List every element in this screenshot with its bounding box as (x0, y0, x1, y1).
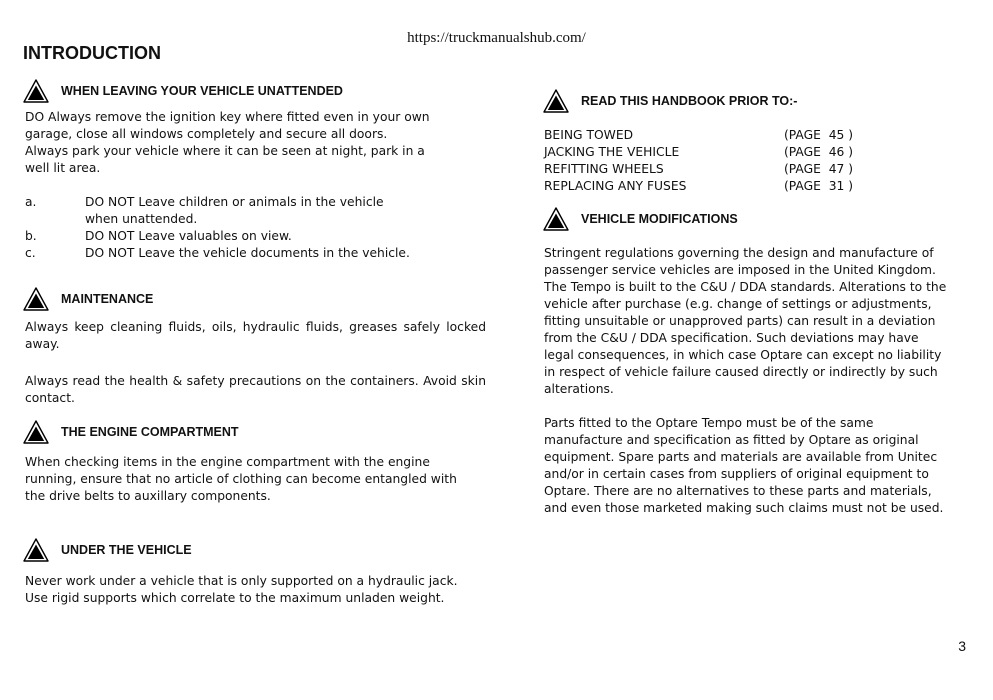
reference-row (544, 127, 874, 144)
warning-icon (543, 89, 569, 113)
section-heading-modifications (543, 207, 738, 231)
section-heading-engine (23, 420, 239, 444)
list-marker: b. (25, 229, 37, 243)
section-heading-unattended (23, 79, 343, 103)
reference-row (544, 161, 874, 178)
section-title: THE ENGINE COMPARTMENT (61, 425, 239, 439)
page-number: 3 (958, 638, 966, 654)
reference-name: BEING TOWED (544, 128, 634, 142)
list-marker: a. (25, 195, 37, 209)
maintenance-paragraph-2: Always read the health & safety precautions on the containers. Avoid skin contact. (25, 374, 486, 405)
warning-icon (23, 287, 49, 311)
under-paragraph: Never work under a vehicle that is only supported on a hydraulic jack. Use rigid supports which correlate to the maximum unladen weight. (25, 574, 458, 605)
engine-paragraph: When checking items in the engine compartment with the engine running, ensure that no article of clothing can become entangled with the drive belts to auxillary components. (25, 455, 457, 503)
list-item (25, 228, 455, 245)
reference-page: (PAGE 45 ) (784, 128, 854, 142)
section-title: UNDER THE VEHICLE (61, 543, 192, 557)
handbook-references (544, 127, 874, 195)
section-title: VEHICLE MODIFICATIONS (581, 212, 738, 226)
reference-row (544, 144, 874, 161)
section-heading-under (23, 538, 192, 562)
warning-icon (23, 79, 49, 103)
source-url: https://truckmanualshub.com/ (407, 30, 586, 46)
modifications-paragraph-2: Parts fitted to the Optare Tempo must be of the same manufacture and specification as fitted by Optare as original equipment. Spare parts and materials are available from Unitec and/or in certain cases from suppliers of original equipment to Optare. There are no alternatives to these parts and materials, and even those marketed making such claims must not be used. (544, 416, 944, 515)
section-title: WHEN LEAVING YOUR VEHICLE UNATTENDED (61, 84, 343, 98)
reference-page: (PAGE 47 ) (784, 162, 854, 176)
warning-icon (543, 207, 569, 231)
list-text: DO NOT Leave the vehicle documents in the vehicle. (85, 246, 410, 260)
section-heading-maintenance (23, 287, 153, 311)
list-item (25, 245, 455, 262)
warning-icon (23, 538, 49, 562)
unattended-paragraph: DO Always remove the ignition key where fitted even in your own garage, close all windows completely and secure all doors. Always park your vehicle where it can be seen at night, park in a well lit area. (25, 110, 430, 175)
list-text: DO NOT Leave children or animals in the vehicle when unattended. (85, 195, 384, 226)
maintenance-paragraph-1: Always keep cleaning fluids, oils, hydraulic fluids, greases safely locked away. (25, 320, 486, 351)
page-title: INTRODUCTION (23, 43, 161, 63)
unattended-list (25, 194, 455, 262)
reference-page: (PAGE 31 ) (784, 179, 854, 193)
reference-page: (PAGE 46 ) (784, 145, 854, 159)
reference-name: REFITTING WHEELS (544, 162, 664, 176)
reference-name: JACKING THE VEHICLE (544, 145, 680, 159)
section-heading-handbook (543, 89, 797, 113)
section-title: MAINTENANCE (61, 292, 154, 306)
reference-name: REPLACING ANY FUSES (544, 179, 687, 193)
reference-row (544, 178, 874, 195)
section-title: READ THIS HANDBOOK PRIOR TO:- (581, 94, 798, 108)
list-item (25, 194, 455, 228)
warning-icon (23, 420, 49, 444)
list-marker: c. (25, 246, 36, 260)
list-text: DO NOT Leave valuables on view. (85, 229, 292, 243)
modifications-paragraph-1: Stringent regulations governing the design and manufacture of passenger service vehicles are imposed in the United Kingdom. The Tempo is built to the C&U / DDA standards. Alterations to the vehicle after purchase (e.g. change of settings or adjustments, fitting unsuitable or unapproved parts) can result in a deviation from the C&U / DDA specification. Such deviations may have legal consequences, in which case Optare can except no liability in respect of vehicle failure caused directly or indirectly by such alterations. (544, 246, 947, 396)
